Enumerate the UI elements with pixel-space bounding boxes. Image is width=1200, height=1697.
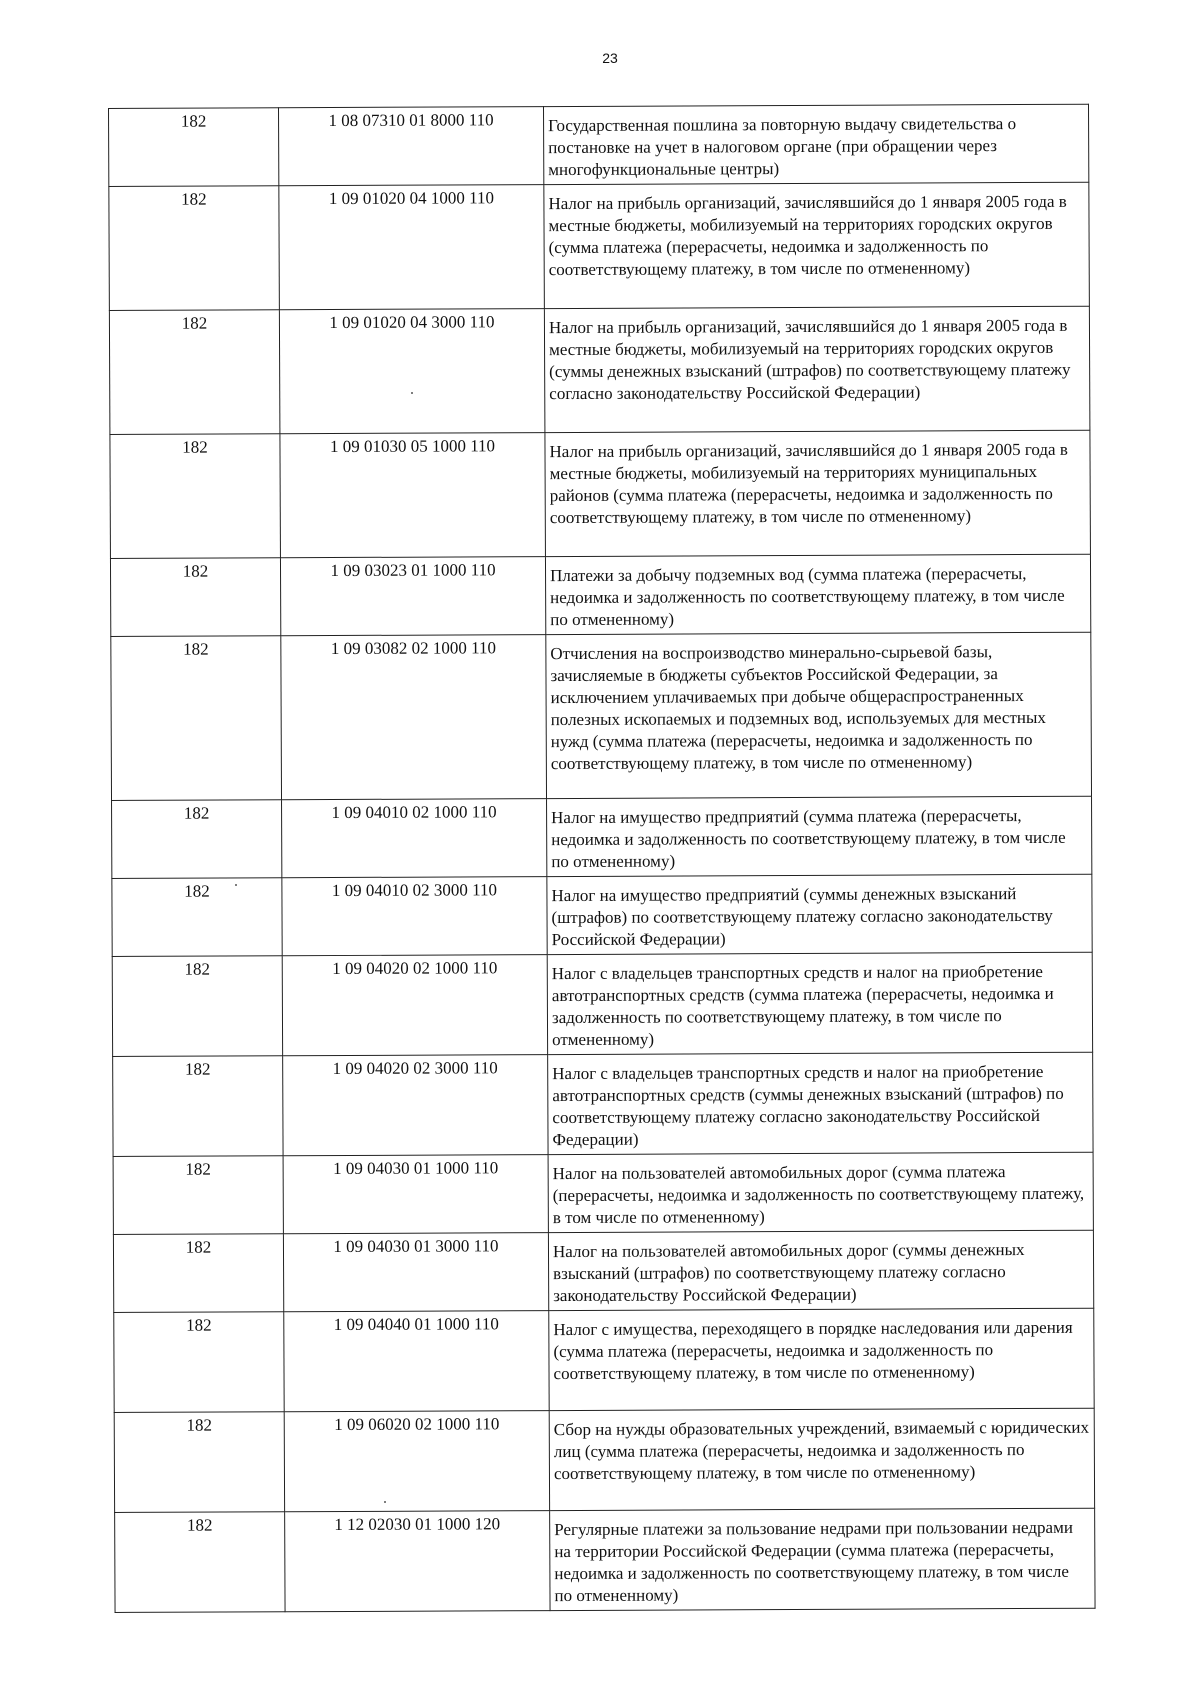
description-cell: Государственная пошлина за повторную выдачу свидетельства о постановке на учет в налоговом органе (при обращении через многофункциональные центры) [543, 104, 1088, 184]
table-row [114, 1308, 1094, 1412]
table-row [110, 430, 1091, 558]
budget-code-cell: 1 09 04020 02 3000 110 [283, 1055, 548, 1156]
description-cell: Налог на прибыль организаций, зачислявшийся до 1 января 2005 года в местные бюджеты, мобилизуемый на территориях городских округов (сумма платежа (перерасчеты, недоимка и задолженность по соответствующему платежу, в том числе по отмененному) [544, 182, 1090, 308]
budget-code-cell: 1 12 02030 01 1000 120 [285, 1511, 550, 1612]
budget-code-cell: 1 09 04020 02 1000 110 [282, 955, 547, 1056]
admin-code-cell: 182 [114, 1412, 284, 1513]
table-row [113, 1152, 1093, 1234]
budget-code-cell: 1 08 07310 01 8000 110 [279, 107, 544, 186]
scan-speck [235, 884, 237, 886]
budget-code-cell: 1 09 04030 01 1000 110 [283, 1155, 548, 1234]
description-cell: Налог с владельцев транспортных средств и налог на приобретение автотранспортных средств (сумма платежа (перерасчеты, недоимка и задолженность по соответствующему платежу, в том числе по отмененному) [547, 952, 1092, 1054]
table-row [110, 554, 1090, 636]
admin-code-cell: 182 [109, 310, 280, 435]
admin-code-cell: 182 [112, 800, 282, 879]
budget-code-cell: 1 09 04010 02 3000 110 [282, 877, 547, 956]
description-cell: Сбор на нужды образовательных учреждений, взимаемый с юридических лиц (сумма платежа (перерасчеты, недоимка и задолженность по соответствующему платежу, в том числе по отмененному) [549, 1408, 1094, 1510]
description-cell: Отчисления на воспроизводство минерально-сырьевой базы, зачисляемые в бюджеты субъектов Российской Федерации, за исключением уплачиваемых при добыче общераспространенных полезных ископаемых и подземных вод, используемых для местных нужд (сумма платежа (перерасчеты, недоимка и задолженность по соответствующему платежу, в том числе по отмененному) [546, 632, 1092, 798]
scan-speck [384, 1501, 386, 1503]
table-row [112, 796, 1092, 878]
table-row [115, 1508, 1095, 1612]
budget-code-cell: 1 09 04040 01 1000 110 [284, 1311, 549, 1412]
admin-code-cell: 182 [112, 878, 282, 957]
admin-code-cell: 182 [109, 186, 280, 311]
description-cell: Налог на пользователей автомобильных дорог (сумма платежа (перерасчеты, недоимка и задолженность по соответствующему платежу, в том числе по отмененному) [548, 1152, 1093, 1232]
admin-code-cell: 182 [115, 1512, 285, 1613]
budget-code-cell: 1 09 03023 01 1000 110 [280, 557, 545, 636]
admin-code-cell: 182 [112, 956, 282, 1057]
admin-code-cell: 182 [113, 1234, 283, 1313]
table-row [109, 182, 1090, 310]
description-cell: Налог на прибыль организаций, зачислявшийся до 1 января 2005 года в местные бюджеты, мобилизуемый на территориях городских округов (суммы денежных взысканий (штрафов) по соответствующему платежу согласно законодательству Российской Федерации) [544, 306, 1090, 432]
admin-code-cell: 182 [111, 636, 282, 801]
description-cell: Налог на прибыль организаций, зачислявшийся до 1 января 2005 года в местные бюджеты, мобилизуемый на территориях муниципальных районов (сумма платежа (перерасчеты, недоимка и задолженность по соответствующему платежу, в том числе по отмененному) [545, 430, 1091, 556]
admin-code-cell: 182 [109, 108, 279, 187]
table-row [113, 1052, 1093, 1156]
budget-code-cell: 1 09 04010 02 1000 110 [282, 799, 547, 878]
table-row [112, 952, 1092, 1056]
table-row [114, 1408, 1094, 1512]
budget-code-cell: 1 09 03082 02 1000 110 [281, 635, 547, 800]
table-row [112, 874, 1092, 956]
description-cell: Платежи за добычу подземных вод (сумма платежа (перерасчеты, недоимка и задолженность по соответствующему платежу, в том числе по отмененному) [545, 554, 1090, 634]
budget-code-cell: 1 09 01020 04 1000 110 [279, 185, 545, 310]
page-number: 23 [602, 50, 618, 66]
budget-code-cell: 1 09 01030 05 1000 110 [280, 433, 546, 558]
admin-code-cell: 182 [113, 1056, 283, 1157]
description-cell: Налог на имущество предприятий (сумма платежа (перерасчеты, недоимка и задолженность по соответствующему платежу, в том числе по отмененному) [547, 796, 1092, 876]
admin-code-cell: 182 [110, 434, 281, 559]
table-row [111, 632, 1092, 800]
admin-code-cell: 182 [113, 1156, 283, 1235]
table-row [113, 1230, 1093, 1312]
description-cell: Регулярные платежи за пользование недрами при пользовании недрами на территории Российской Федерации (сумма платежа (перерасчеты, недоимка и задолженность по соответствующему платежу, в том числе по отмененному) [550, 1508, 1095, 1610]
budget-code-cell: 1 09 01020 04 3000 110 [279, 309, 545, 434]
description-cell: Налог с владельцев транспортных средств и налог на приобретение автотранспортных средств (суммы денежных взысканий (штрафов) по соответствующему платежу согласно законодательству Российской Федерации) [548, 1052, 1093, 1154]
table-row [109, 104, 1089, 186]
admin-code-cell: 182 [110, 558, 280, 637]
description-cell: Налог на имущество предприятий (суммы денежных взысканий (штрафов) по соответствующему платежу согласно законодательству Российской Федерации) [547, 874, 1092, 954]
budget-codes-table [108, 104, 1096, 1613]
budget-code-cell: 1 09 04030 01 3000 110 [283, 1233, 548, 1312]
admin-code-cell: 182 [114, 1312, 284, 1413]
description-cell: Налог на пользователей автомобильных дорог (суммы денежных взысканий (штрафов) по соответствующему платежу согласно законодательству Российской Федерации) [548, 1230, 1093, 1310]
scan-speck [411, 392, 413, 394]
table-row [109, 306, 1090, 434]
budget-code-cell: 1 09 06020 02 1000 110 [284, 1411, 549, 1512]
description-cell: Налог с имущества, переходящего в порядке наследования или дарения (сумма платежа (перерасчеты, недоимка и задолженность по соответствующему платежу, в том числе по отмененному) [549, 1308, 1094, 1410]
